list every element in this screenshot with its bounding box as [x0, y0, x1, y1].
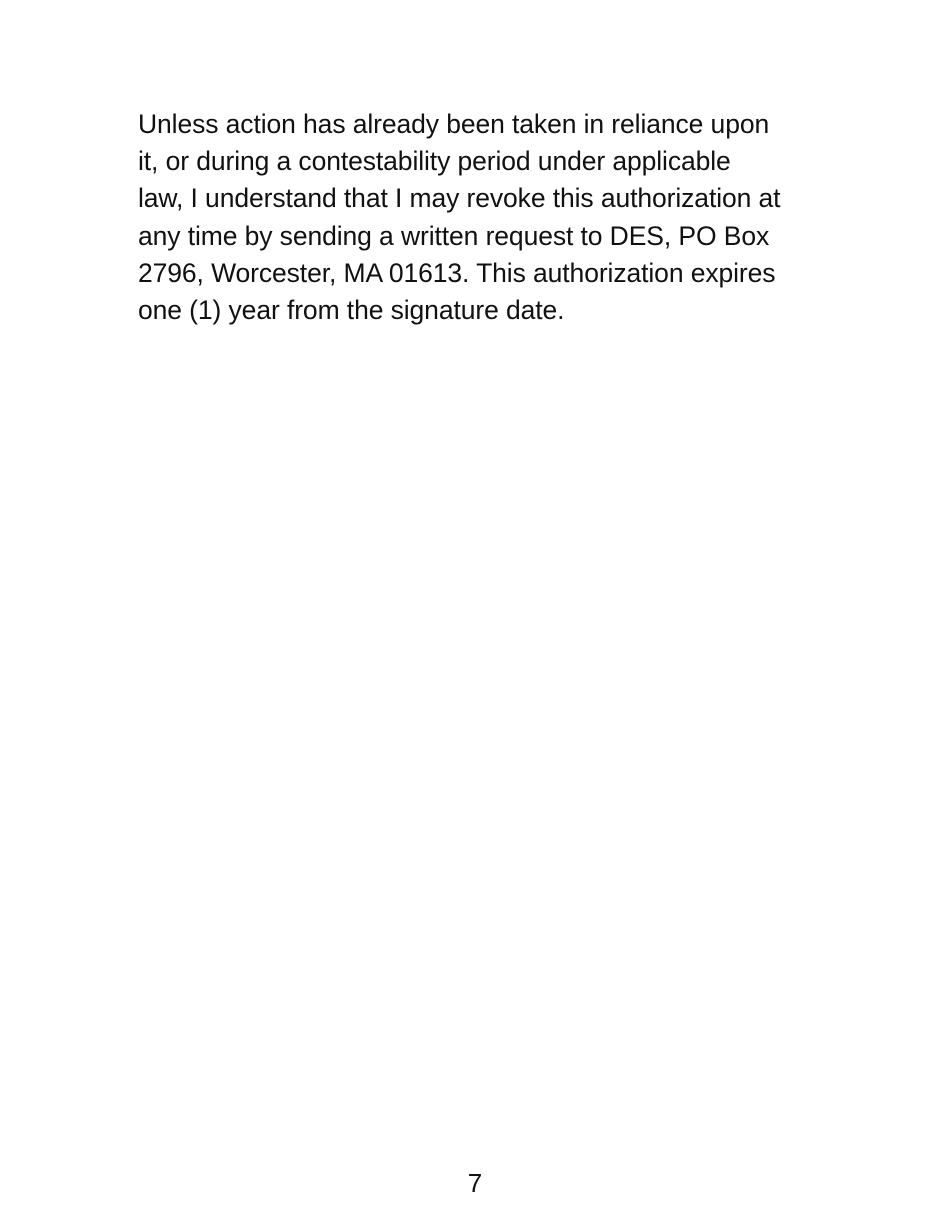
paragraph-line: 2796, Worcester, MA 01613. This authorization expires: [138, 257, 776, 288]
paragraph-line: one (1) year from the signature date.: [138, 295, 565, 326]
paragraph-line: any time by sending a written request to DES, PO Box: [138, 220, 770, 251]
paragraph-line: it, or during a contestability period under applicable: [138, 146, 731, 177]
paragraph-line: law, I understand that I may revoke this authorization at: [138, 183, 781, 214]
revocation-paragraph: [138, 106, 838, 329]
page-number: 7: [467, 1168, 483, 1198]
paragraph-line: Unless action has already been taken in reliance upon: [138, 109, 770, 139]
